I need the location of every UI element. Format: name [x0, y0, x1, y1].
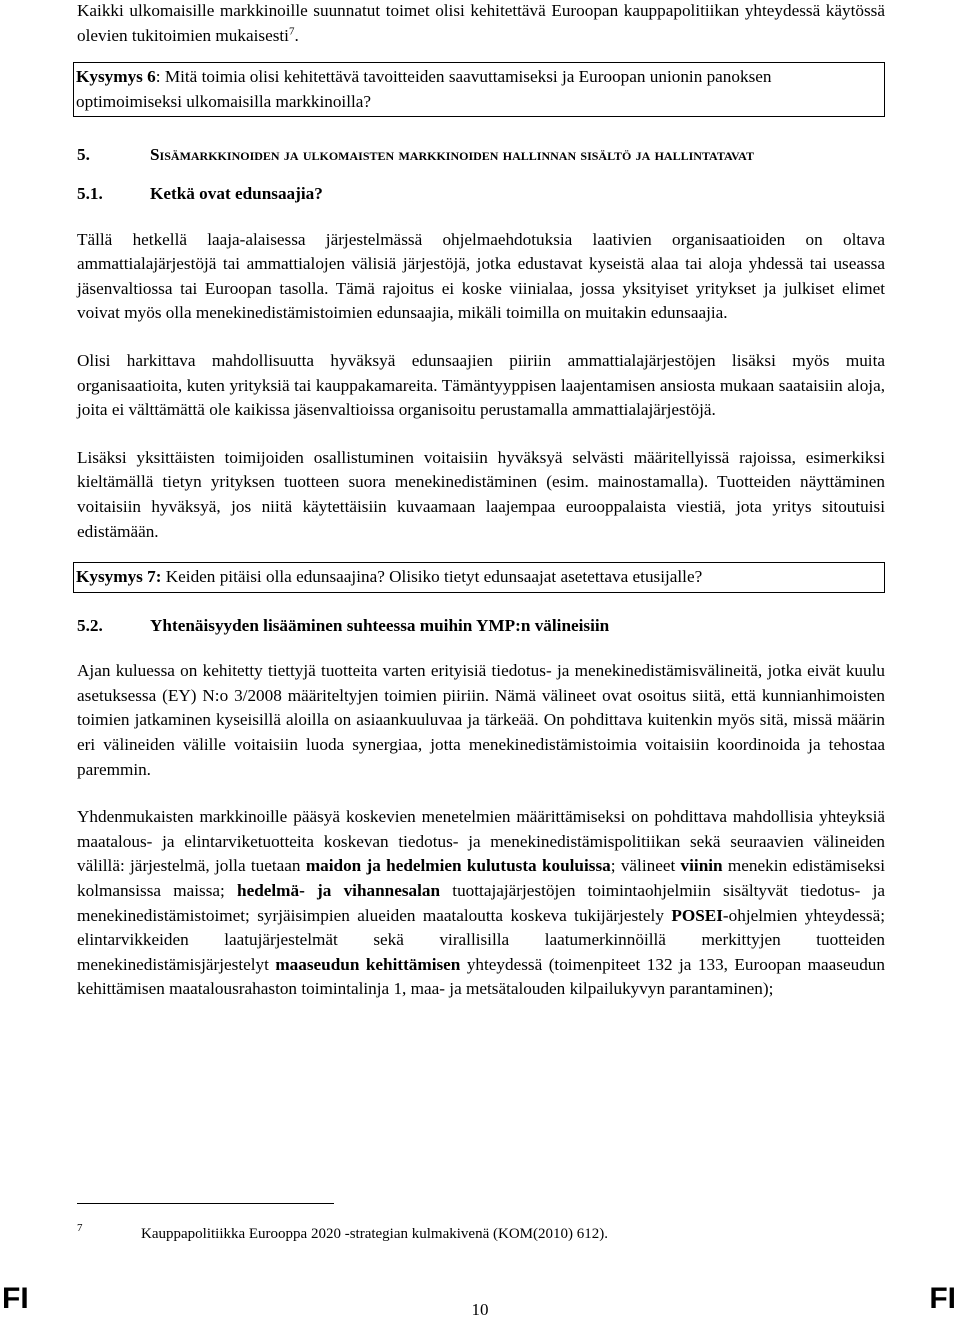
paragraph-5: Yhdenmukaisten markkinoille pääsyä koskevien menetelmien määrittämiseksi on pohdittava mahdollisia yhteyksiä maatalous- ja elintarviketuotteita koskevan tiedotus- ja menekinedistämispolitiikan sekä seuraavien välineiden välillä: järjestelmä, jolla tuetaan maidon ja hedelmien kulutusta kouluissa; välineet viinin menekin edistämiseksi kolmansissa maissa; hedelmä- ja vihannesalan tuottajajärjestöjen toimintaohjelmiin sisältyvät tiedotus- ja menekinedistämistoimet; syrjäisimpien alueiden maataloutta koskeva tukijärjestely POSEI-ohjelmien yhteydessä; elintarvikkeiden laatujärjestelmät sekä virallisilla laatumerkinnöillä merkittyjen tuotteiden menekinedistämisjärjestelyt maaseudun kehittämisen yhteydessä (toimenpiteet 132 ja 133, Euroopan maaseudun kehittämisen maatalousrahaston toimintalinja 1, maa- ja metsätalouden kilpailukyvyn parantaminen); — [77, 807, 886, 999]
paragraph-1: Tällä hetkellä laaja-alaisessa järjestelmässä ohjelmaehdotuksia laativien organisaatioiden on oltava ammattialajärjestöjä tai ammattialojen välisiä järjestöjä, jotka edustavat kyseistä alaa tai aloja yhdessä tai useassa jäsenvaltiossa tai Euroopan tasolla. Tämä rajoitus ei koske viinialaa, jossa yksityiset yritykset ja julkiset elimet voivat myös olla menekinedistämistoimien edunsaajia, mikäli toimilla on muitakin edunsaajia. — [77, 229, 885, 323]
bold-school-scheme: maidon ja hedelmien kulutusta kouluissa — [305, 856, 611, 876]
section-5-heading — [77, 143, 885, 168]
question-7-label: Kysymys 7: — [76, 567, 162, 587]
question-7-box — [73, 562, 885, 593]
section-5-title: Sisämarkkinoiden ja ulkomaisten markkinoiden hallinnan sisältö ja hallintatavat — [150, 145, 754, 165]
bold-rural-dev: maaseudun kehittämisen — [275, 954, 461, 974]
section-5-2-number: 5.2. — [77, 615, 103, 635]
intro-text: Kaikki ulkomaisille markkinoille suunnatut toimet olisi kehitettävä Euroopan kauppapolitiikan yhteydessä käytössä olevien tukitoimien mukaisesti — [77, 1, 885, 45]
question-6-box — [73, 62, 885, 117]
paragraph-2: Olisi harkittava mahdollisuutta hyväksyä edunsaajien piiriin ammattialajärjestöjen lisäksi myös muita organisaatioita, kuten yrityksiä tai kauppakamareita. Tämäntyyppisen laajentamisen ansiosta mukaan saataisiin aloja, joita ei välttämättä ole kaikissa jäsenvaltioissa organisoitu perustamalla ammattialajärjestöjä. — [77, 350, 885, 420]
section-5-1-heading — [77, 182, 885, 207]
question-7-text: Keiden pitäisi olla edunsaajina? Olisiko tietyt edunsaajat asetettava etusijalle? — [161, 567, 703, 587]
footnote-number: 7 — [77, 1222, 83, 1234]
footnote-text: Kauppapolitiikka Eurooppa 2020 -strategian kulmakivenä (KOM(2010) 612). — [141, 1226, 608, 1242]
section-5-1-title: Ketkä ovat edunsaajia? — [150, 183, 323, 203]
section-5-number: 5. — [77, 145, 90, 165]
footer-language-right: FI — [929, 1282, 956, 1315]
section-5-2-title: Yhtenäisyyden lisääminen suhteessa muihin YMP:n välineisiin — [150, 615, 610, 635]
bold-fruit-veg: hedelmä- ja vihannesalan — [237, 881, 441, 901]
footnote-divider — [77, 1203, 334, 1204]
section-5-2-heading — [77, 614, 885, 639]
question-6-text: : Mitä toimia olisi kehitettävä tavoitteiden saavuttamiseksi ja Euroopan unionin panoksen optimoimiseksi ulkomaisilla markkinoilla? — [76, 67, 772, 111]
paragraph-3: Lisäksi yksittäisten toimijoiden osallistuminen voitaisiin hyväksyä selvästi määritellyissä rajoissa, esimerkiksi kieltämällä tietyn yrityksen tuotteen suora menekinedistäminen (esim. mainostamalla). Tuotteiden näyttäminen voitaisiin hyväksyä, jos niitä käytettäisiin kuvaamaan laajempaa eurooppalaista viestiä, jota yritys sitoutuisi edistämään. — [77, 447, 885, 541]
document-page — [77, 0, 885, 1002]
footnote — [77, 1224, 885, 1244]
intro-paragraph — [77, 0, 885, 48]
question-6-label: Kysymys 6 — [76, 67, 156, 87]
bold-wine: viinin — [680, 856, 723, 876]
intro-end: . — [294, 25, 299, 45]
section-5-1-number: 5.1. — [77, 183, 103, 203]
page-number: 10 — [471, 1300, 489, 1319]
footnote-ref[interactable]: 7 — [288, 24, 295, 37]
paragraph-4: Ajan kuluessa on kehitetty tiettyjä tuotteita varten erityisiä tiedotus- ja menekinedistämisvälineitä, jotka eivät kuulu asetuksessa (EY) N:o 3/2008 määriteltyjen toimien piiriin. Nämä välineet ovat osoitus siitä, että kunnianhimoisten toimien jatkaminen kyseisillä aloilla on asiaankuuluvaa ja tärkeää. On pohdittava kuitenkin myös sitä, missä määrin eri välineiden välille voitaisiin luoda synergiaa, jotta menekinedistämistoimia voitaisiin koordinoida ja tehostaa paremmin. — [77, 661, 885, 779]
bold-posei: POSEI — [671, 905, 723, 925]
footer-language-left: FI — [2, 1282, 29, 1315]
